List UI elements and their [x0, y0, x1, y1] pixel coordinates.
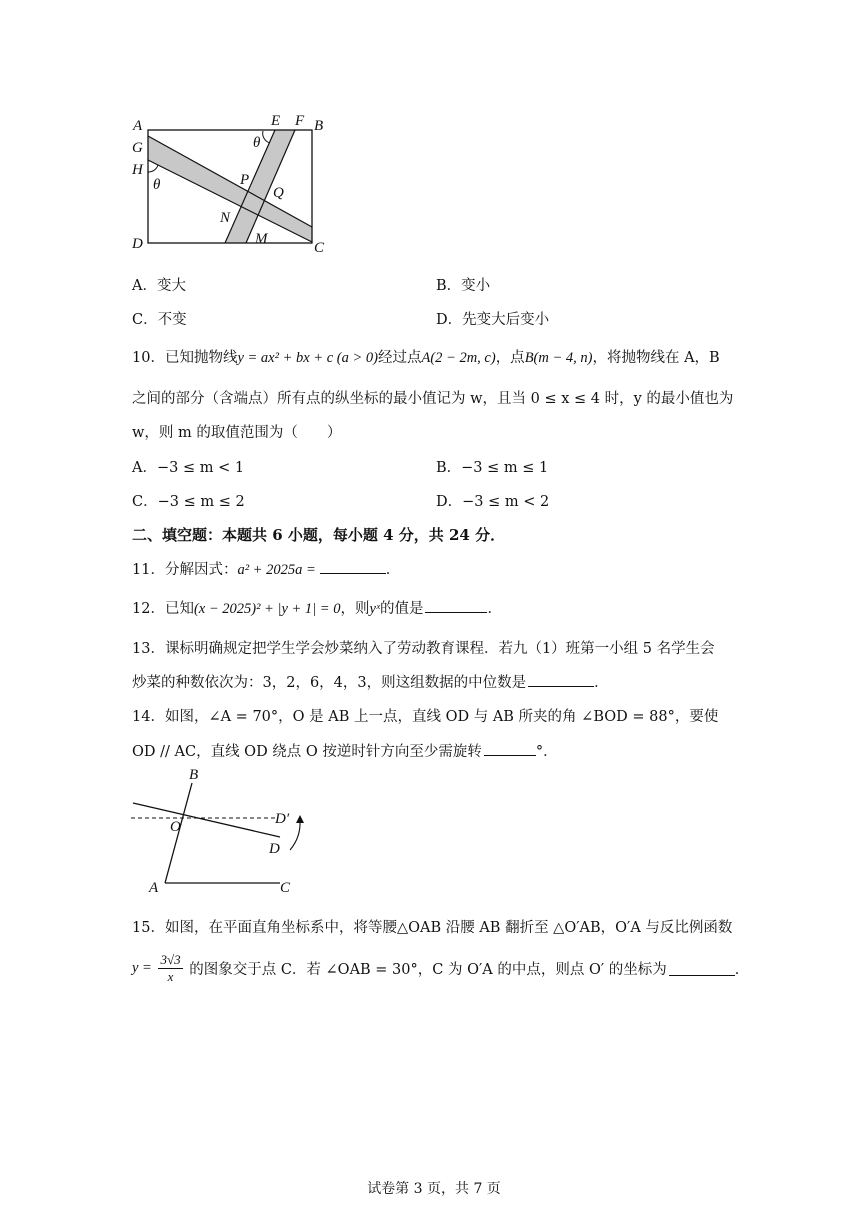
q10-line1 — [132, 346, 720, 367]
q14-answer-blank[interactable] — [484, 741, 536, 756]
q15-answer-blank[interactable] — [669, 961, 735, 976]
q15-line2 — [132, 952, 749, 992]
label-theta-top: θ — [253, 135, 261, 151]
q11-text: 11．分解因式： — [132, 562, 238, 578]
q10-text-d: ，将抛物线在 A，B — [592, 350, 720, 366]
label-E: E — [271, 113, 281, 129]
q10-option-d: D．−3 ≤ m < 2 — [436, 494, 550, 510]
q15-rest: 的图象交于点 C．若 ∠OAB = 30°，C 为 O′A 的中点，则点 O′ 的坐标为 — [189, 962, 667, 978]
q12-answer-blank[interactable] — [425, 598, 487, 613]
q15-fraction — [158, 952, 182, 985]
q10-option-b: B．−3 ≤ m ≤ 1 — [436, 460, 549, 476]
rotation-arrow — [290, 820, 300, 850]
q12-period: ． — [487, 601, 502, 617]
q12-formula: (x − 2025)² + |y + 1| = 0 — [193, 601, 341, 617]
q9-option-c: C．不变 — [132, 312, 187, 328]
q9-option-a: A．变大 — [132, 278, 186, 294]
section-heading: 二、填空题：本题共 6 小题，每小题 4 分，共 24 分． — [132, 526, 506, 544]
q13-text: 炒菜的种数依次为：3，2，6，4，3，则这组数据的中位数是 — [132, 675, 527, 691]
q11-answer-blank[interactable] — [320, 559, 386, 574]
q10-option-a: A．−3 ≤ m < 1 — [132, 460, 245, 476]
q15-frac-den: x — [167, 969, 174, 984]
label-Q: Q — [273, 185, 284, 201]
band-horizontal — [148, 136, 312, 242]
q10-text-c: ，点 — [495, 350, 525, 366]
label-D: D — [132, 236, 143, 252]
label-A: A — [133, 118, 143, 134]
label-G: G — [132, 140, 143, 156]
label-P: P — [240, 172, 250, 188]
page-footer: 试卷第 3 页，共 7 页 — [367, 1181, 501, 1197]
q15-end: ． — [734, 962, 750, 978]
label-D: D — [269, 841, 280, 857]
q13-line2 — [132, 671, 609, 692]
label-F: F — [295, 113, 305, 129]
q10-formula: y = ax² + bx + c (a > 0) — [237, 350, 378, 366]
label-N: N — [220, 210, 231, 226]
q14-text: OD // AC，直线 OD 绕点 O 按逆时针方向至少需旋转 — [132, 744, 482, 760]
label-O: O — [170, 819, 181, 835]
q13-end: ． — [594, 675, 609, 691]
q10-line2: 之间的部分（含端点）所有点的纵坐标的最小值记为 w，且当 0 ≤ x ≤ 4 时，y 的最小值也为 — [132, 391, 734, 407]
q12-end: 的值是 — [379, 601, 424, 617]
q10-point-b: B(m − 4, n) — [524, 350, 593, 366]
q9-option-b: B．变小 — [436, 278, 491, 294]
figure-rectangle-bands — [125, 110, 340, 260]
label-D-prime: D′ — [275, 811, 290, 827]
label-C: C — [314, 240, 325, 256]
q11-formula: a² + 2025a = — [237, 562, 316, 578]
q11-end: ． — [385, 562, 401, 578]
q12 — [132, 597, 502, 618]
label-H: H — [132, 162, 143, 178]
q10-text-a: 10．已知抛物线 — [132, 350, 238, 366]
q10-point-a: A(2 − 2m, c) — [421, 350, 496, 366]
q9-option-d: D．先变大后变小 — [436, 312, 550, 328]
q15-frac-num: 3√3 — [160, 952, 181, 967]
label-B: B — [189, 767, 199, 783]
q15-y: y = — [132, 960, 152, 976]
label-C: C — [280, 880, 291, 895]
label-A: A — [149, 880, 159, 895]
q10-text-b: 经过点 — [377, 350, 422, 366]
label-M: M — [255, 231, 268, 247]
label-B: B — [314, 118, 324, 134]
q13-line1: 13．课标明确规定把学生学会炒菜纳入了劳动教育课程．若九（1）班第一小组 5 名学生会 — [132, 641, 715, 657]
q13-answer-blank[interactable] — [528, 672, 594, 687]
q12-formula2: yˣ — [369, 601, 380, 617]
line-OD — [133, 803, 280, 837]
q14-end: °． — [535, 744, 558, 760]
q10-option-c: C．−3 ≤ m ≤ 2 — [132, 494, 245, 510]
q10-line3: w，则 m 的取值范围为（ ） — [132, 425, 342, 441]
figure-rotation — [125, 765, 315, 895]
q12-text: 12．已知 — [132, 601, 194, 617]
label-theta-left: θ — [153, 177, 161, 193]
q14-line2 — [132, 740, 558, 761]
q11 — [132, 558, 400, 579]
q14-line1: 14．如图，∠A = 70°，O 是 AB 上一点，直线 OD 与 AB 所夹的角 ∠BOD = 88°，要使 — [132, 709, 719, 725]
q15-line1: 15．如图，在平面直角坐标系中，将等腰△OAB 沿腰 AB 翻折至 △O′AB，O′A 与反比例函数 — [132, 920, 733, 936]
q12-mid: ，则 — [340, 601, 370, 617]
